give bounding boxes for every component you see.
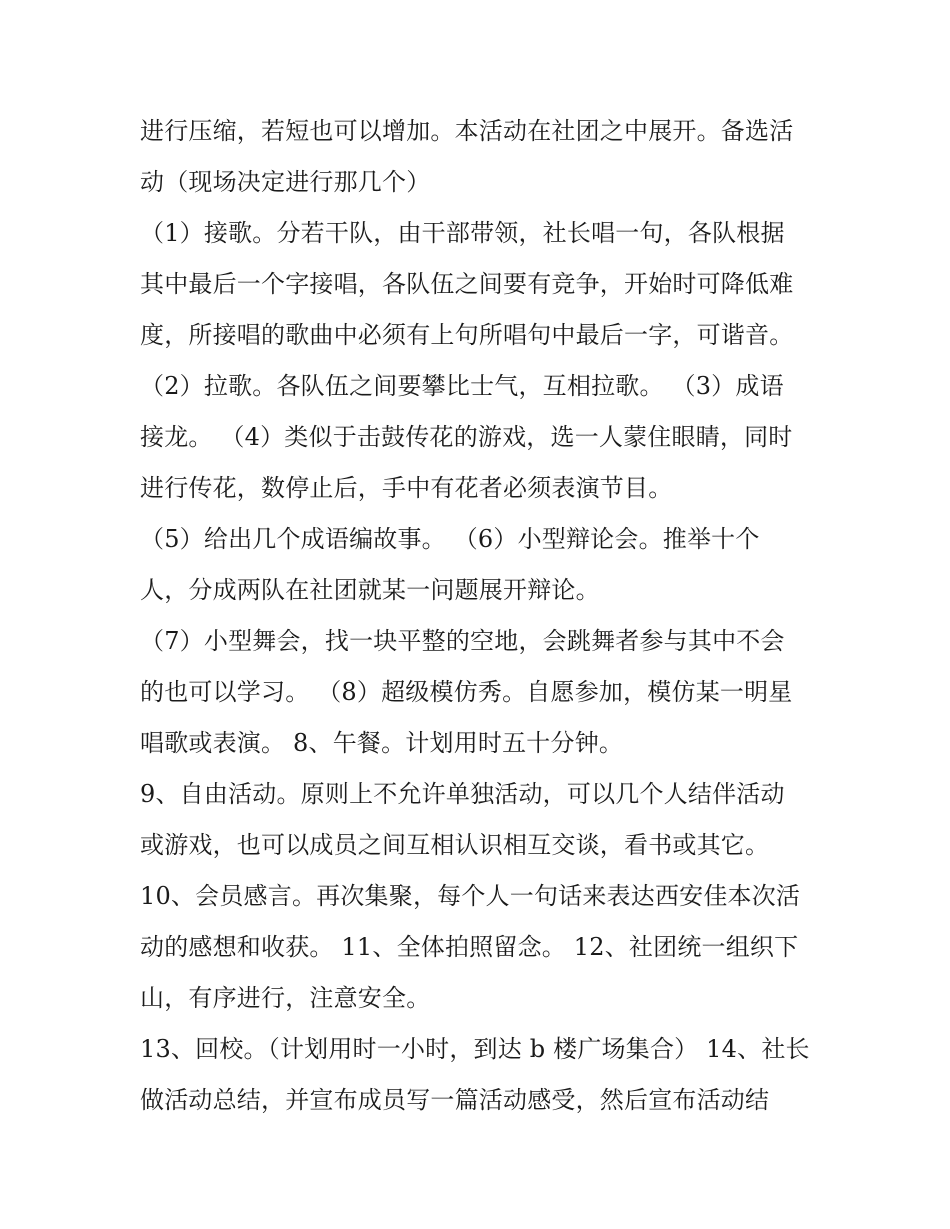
text-line: （5）给出几个成语编故事。 （6）小型辩论会。推举十个 — [140, 525, 760, 553]
document-body — [140, 106, 830, 1126]
text-line: 进行压缩，若短也可以增加。本活动在社团之中展开。备选活 — [140, 117, 794, 145]
text-line: 唱歌或表演。 8、午餐。计划用时五十分钟。 — [140, 729, 624, 757]
text-line: 10、会员感言。再次集聚，每个人一句话来表达西安佳本次活 — [140, 882, 801, 910]
text-line: 接龙。 （4）类似于击鼓传花的游戏，选一人蒙住眼睛，同时 — [140, 423, 793, 451]
text-line: （2）拉歌。各队伍之间要攀比士气，互相拉歌。 （3）成语 — [140, 372, 784, 400]
text-line: 13、回校。（计划用时一小时，到达 b 楼广场集合） 14、社长 — [140, 1035, 810, 1063]
text-line: 的也可以学习。 （8）超级模仿秀。自愿参加，模仿某一明星 — [140, 678, 793, 706]
text-line: （1）接歌。分若干队，由干部带领，社长唱一句，各队根据 — [140, 219, 785, 247]
text-line: 山，有序进行，注意安全。 — [140, 984, 431, 1012]
text-line: 动（现场决定进行那几个） — [140, 168, 431, 196]
text-line: 进行传花，数停止后，手中有花者必须表演节目。 — [140, 474, 673, 502]
text-line: 9、自由活动。原则上不允许单独活动，可以几个人结伴活动 — [140, 780, 785, 808]
text-line: （7）小型舞会，找一块平整的空地，会跳舞者参与其中不会 — [140, 627, 785, 655]
text-line: 其中最后一个字接唱，各队伍之间要有竞争，开始时可降低难 — [140, 270, 794, 298]
text-line: 度，所接唱的歌曲中必须有上句所唱句中最后一字，可谐音。 — [140, 321, 794, 349]
text-line: 动的感想和收获。 11、全体拍照留念。 12、社团统一组织下 — [140, 933, 799, 961]
text-line: 或游戏，也可以成员之间互相认识相互交谈，看书或其它。 — [140, 831, 770, 859]
text-line: 人，分成两队在社团就某一问题展开辩论。 — [140, 576, 600, 604]
text-line: 做活动总结，并宣布成员写一篇活动感受，然后宣布活动结 — [140, 1086, 770, 1114]
